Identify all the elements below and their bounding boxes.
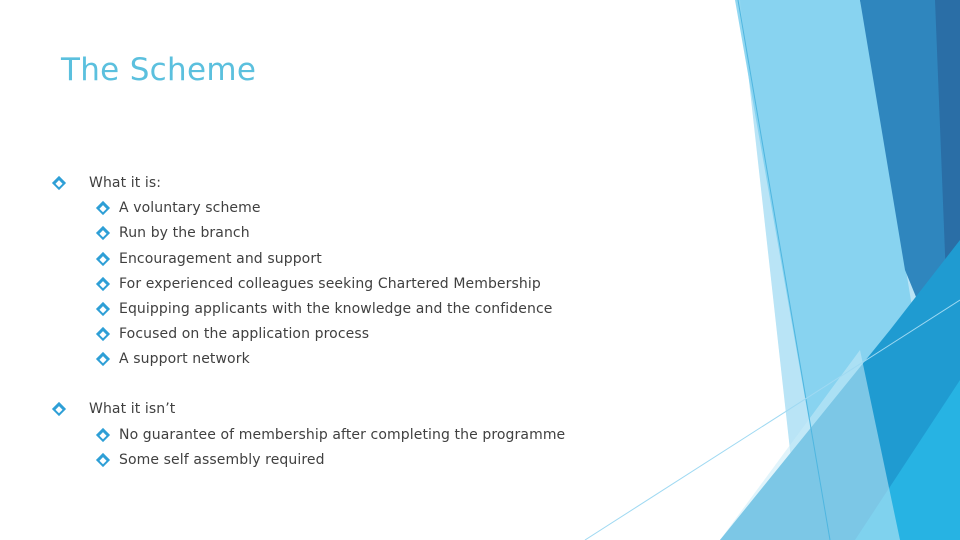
- diamond-bullet-icon: [96, 201, 110, 215]
- list-item: [98, 349, 250, 369]
- list-item-label: Encouragement and support: [119, 250, 322, 267]
- list-item: [98, 223, 250, 243]
- diamond-bullet-icon: [96, 226, 110, 240]
- diamond-bullet-icon: [96, 277, 110, 291]
- list-item-label: Some self assembly required: [119, 451, 325, 468]
- section-heading: What it is:: [89, 175, 162, 191]
- section-heading: What it isn’t: [89, 401, 176, 418]
- diamond-bullet-icon: [52, 402, 66, 416]
- list-item-label: A voluntary scheme: [119, 200, 261, 217]
- list-item: [98, 324, 369, 344]
- section-heading-row: [54, 399, 175, 419]
- diamond-bullet-icon: [96, 428, 110, 442]
- diamond-bullet-icon: [96, 352, 110, 366]
- list-item-label: Run by the branch: [119, 225, 250, 242]
- slide-title: The Scheme: [61, 52, 257, 88]
- list-item-label: For experienced colleagues seeking Chartered Membership: [119, 275, 541, 292]
- list-item: [98, 198, 261, 218]
- list-item: [98, 249, 322, 269]
- list-item: [98, 274, 541, 294]
- list-item-label: Equipping applicants with the knowledge and the confidence: [119, 301, 553, 317]
- list-item-label: A support network: [119, 351, 250, 368]
- list-item: [98, 299, 552, 319]
- diamond-bullet-icon: [96, 302, 110, 316]
- section-heading-row: [54, 173, 161, 193]
- diamond-bullet-icon: [52, 176, 66, 190]
- list-item: [98, 450, 325, 470]
- list-item-label: Focused on the application process: [119, 326, 370, 343]
- list-item-label: No guarantee of membership after completing the programme: [119, 426, 566, 443]
- diamond-bullet-icon: [96, 327, 110, 341]
- list-item: [98, 425, 565, 445]
- diamond-bullet-icon: [96, 252, 110, 266]
- diamond-bullet-icon: [96, 453, 110, 467]
